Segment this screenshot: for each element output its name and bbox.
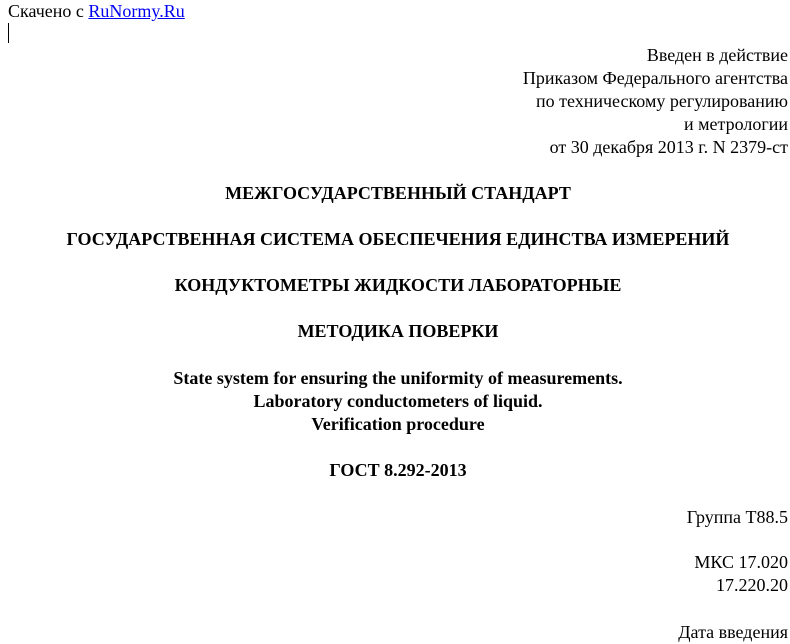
english-title-line: State system for ensuring the uniformity of measurements. — [173, 368, 623, 388]
mks-line: 17.220.20 — [716, 575, 788, 595]
method-heading: МЕТОДИКА ПОВЕРКИ — [297, 321, 499, 341]
system-heading: ГОСУДАРСТВЕННАЯ СИСТЕМА ОБЕСПЕЧЕНИЯ ЕДИНСТВА ИЗМЕРЕНИЙ — [66, 229, 730, 249]
english-title — [0, 367, 790, 436]
standard-type-heading: МЕЖГОСУДАРСТВЕННЫЙ СТАНДАРТ — [225, 183, 571, 203]
group-code: Группа Т88.5 — [686, 507, 788, 527]
enactment-line: и метрологии — [684, 114, 788, 134]
mks-codes — [694, 551, 788, 597]
effective-date-label: Дата введения — [678, 622, 788, 642]
subject-heading: КОНДУКТОМЕТРЫ ЖИДКОСТИ ЛАБОРАТОРНЫЕ — [174, 275, 622, 295]
english-title-line: Verification procedure — [311, 414, 485, 434]
source-prefix: Скачено с — [8, 1, 89, 21]
mks-line: МКС 17.020 — [694, 552, 788, 572]
gost-designation: ГОСТ 8.292-2013 — [329, 460, 467, 480]
runormy-link[interactable]: RuNormy.Ru — [88, 1, 185, 21]
text-cursor — [8, 23, 9, 43]
enactment-line: от 30 декабря 2013 г. N 2379-ст — [549, 137, 788, 157]
enactment-line: Приказом Федерального агентства — [522, 68, 788, 88]
enactment-line: по техническому регулированию — [535, 91, 788, 111]
source-line — [8, 0, 185, 23]
english-title-line: Laboratory conductometers of liquid. — [253, 391, 543, 411]
enactment-block — [523, 44, 788, 159]
enactment-line: Введен в действие — [646, 45, 788, 65]
